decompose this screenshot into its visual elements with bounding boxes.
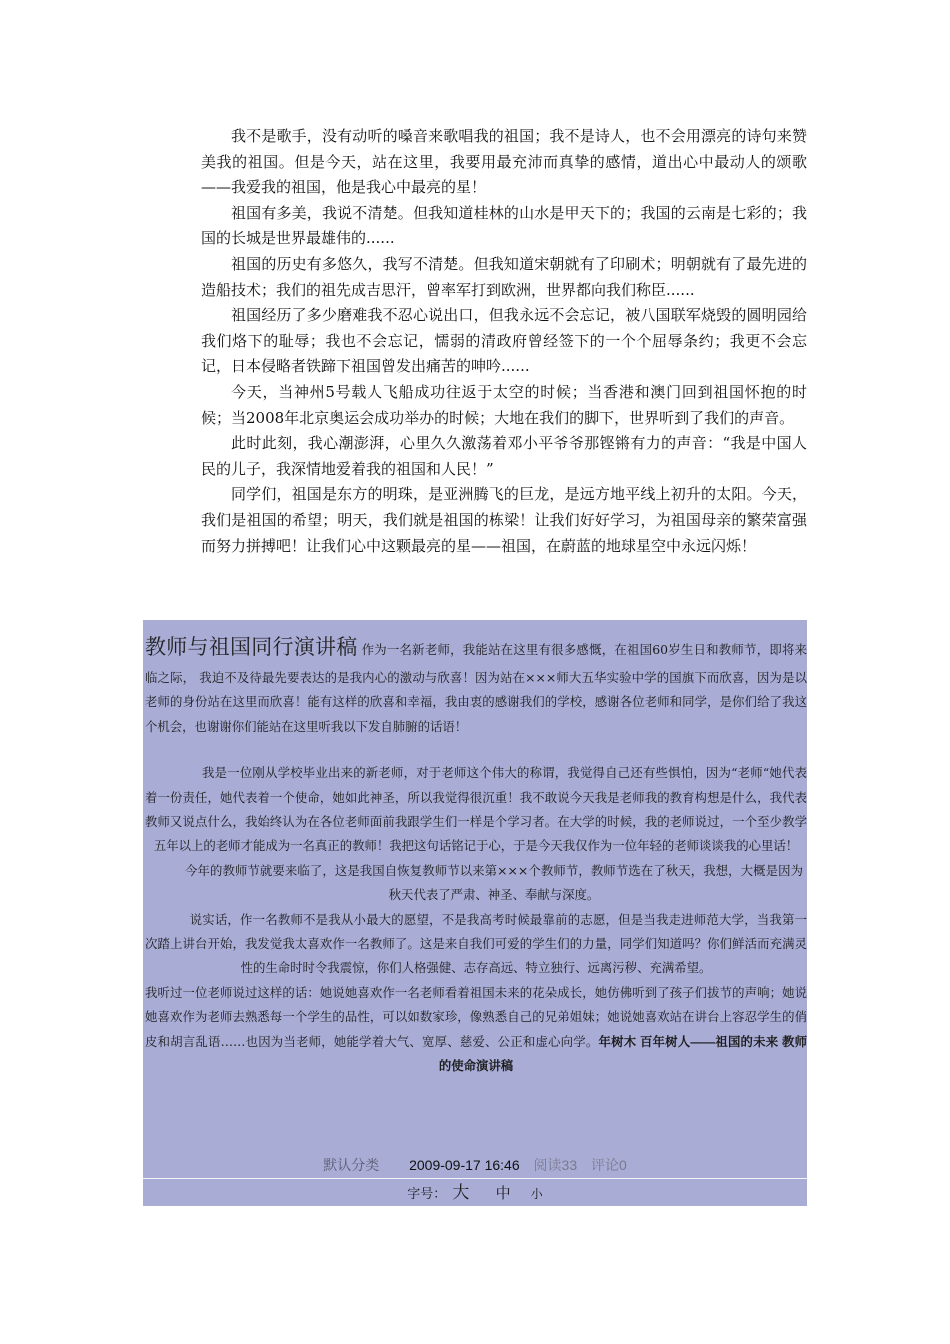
essay-paragraph: 祖国经历了多少磨难我不忍心说出口，但我永远不会忘记，被八国联军烧毁的圆明园给我们烙下的耻辱；我也不会忘记，懦弱的清政府曾经签下的一个个屈辱条约；我更不会忘记，日本侵略者铁蹄下祖国曾发出痛苦的呻吟...... (201, 306, 807, 376)
font-size-medium-button[interactable]: 中 (495, 1184, 511, 1202)
font-size-label: 字号： (407, 1187, 447, 1202)
post-date: 2009-09-17 16:46 (409, 1157, 520, 1173)
comment-count[interactable]: 评论0 (591, 1157, 627, 1173)
essay-paragraph: 今天，当神州5号载人飞船成功往返于太空的时候；当香港和澳门回到祖国怀抱的时候；当2008年北京奥运会成功举办的时候；大地在我们的脚下，世界听到了我们的声音。 (201, 382, 807, 427)
post-paragraph: 我是一位刚从学校毕业出来的新老师，对于老师这个伟大的称谓，我觉得自己还有些惧怕，因为“老师“她代表着一份责任，她代表着一个使命，她如此神圣，所以我觉得很沉重！我不敢说今天我是老师我的教育构想是什么，我代表教师又说点什么，我始终认为在各位老师面前我跟学生们一样是个学习者。在大学的时候，我的老师说过，一个至少教学五年以上的老师才能成为一名真正的教师！我把这句话铭记于心，于是今天我仅作为一位年轻的老师谈谈我的心里话！ (145, 765, 807, 854)
font-size-selector (143, 1180, 807, 1206)
font-size-large-button[interactable]: 大 (452, 1183, 470, 1203)
post-meta (143, 1152, 807, 1178)
essay-paragraph: 祖国的历史有多悠久，我写不清楚。但我知道宋朝就有了印刷术；明朝就有了最先进的造船技术；我们的祖先成吉思汗，曾率军打到欧洲，世界都向我们称臣...... (201, 254, 807, 299)
related-post-link[interactable]: 年树木 百年树人——祖国的未来 教师的使命演讲稿 (438, 1034, 808, 1074)
read-count: 阅读33 (533, 1157, 578, 1173)
post-intro-block (143, 620, 807, 1079)
post-intro: 作为一名新老师，我能站在这里有很多感慨，在祖国60岁生日和教师节，即将来临之际， 我迫不及待最先要表达的是我内心的激动与欣喜！因为站在×××师大五华实验中学的国旗下而欣喜，因为是以老师的身份站在这里而欣喜！能有这样的欣喜和幸福，我由衷的感谢我们的学校，感谢各位老师和同学，是你们给了我这个机会，也谢谢你们能站在这里听我以下发自肺腑的话语！ (145, 642, 807, 734)
essay-paragraph: 同学们，祖国是东方的明珠，是亚洲腾飞的巨龙，是远方地平线上初升的太阳。今天，我们是祖国的希望；明天，我们就是祖国的栋梁！让我们好好学习，为祖国母亲的繁荣富强而努力拼搏吧！让我们心中这颗最亮的星——祖国，在蔚蓝的地球星空中永远闪烁！ (201, 485, 807, 555)
post-paragraph: 今年的教师节就要来临了，这是我国自恢复教师节以来第×××个教师节，教师节选在了秋天，我想，大概是因为秋天代表了严肃、神圣、奉献与深度。 (185, 862, 803, 903)
font-size-small-button[interactable]: 小 (530, 1187, 543, 1201)
essay-paragraph: 祖国有多美，我说不清楚。但我知道桂林的山水是甲天下的；我国的云南是七彩的；我国的长城是世界最雄伟的...... (201, 203, 807, 248)
post-paragraph-text: 我听过一位老师说过这样的话：她说她喜欢作一名老师看着祖国未来的花朵成长，她仿佛听到了孩子们拔节的声响；她说她喜欢作为老师去熟悉每一个学生的品性，可以如数家珍，像熟悉自己的兄弟姐妹；她说她喜欢站在讲台上容忍学生的俏皮和胡言乱语……也因为当老师，她能学着大气、宽厚、慈爱、公正和虚心向学。 (145, 984, 807, 1049)
post-title[interactable]: 教师与祖国同行演讲稿 (145, 636, 358, 659)
essay-paragraph: 我不是歌手，没有动听的嗓音来歌唱我的祖国；我不是诗人，也不会用漂亮的诗句来赞美我的祖国。但是今天，站在这里，我要用最充沛而真挚的感情，道出心中最动人的颂歌——我爱我的祖国，他是我心中最亮的星！ (201, 127, 807, 197)
post-paragraph (145, 981, 807, 1079)
post-paragraph: 说实话，作一名教师不是我从小最大的愿望，不是我高考时候最靠前的志愿，但是当我走进师范大学，当我第一次踏上讲台开始，我发觉我太喜欢作一名教师了。这是来自我们可爱的学生们的力量，同学们知道吗？你们鲜活而充满灵性的生命时时令我震惊，你们人格强健、志存高远、特立独行、远离污秽、充满希望。 (145, 911, 807, 976)
blog-post-panel (143, 620, 807, 1206)
essay-body (201, 124, 807, 559)
category-link[interactable]: 默认分类 (323, 1158, 380, 1174)
spacer (145, 739, 807, 761)
divider (143, 1178, 807, 1179)
essay-paragraph: 此时此刻，我心潮澎湃，心里久久激荡着邓小平爷爷那铿锵有力的声音：“我是中国人民的儿子，我深情地爱着我的祖国和人民！” (201, 434, 807, 478)
